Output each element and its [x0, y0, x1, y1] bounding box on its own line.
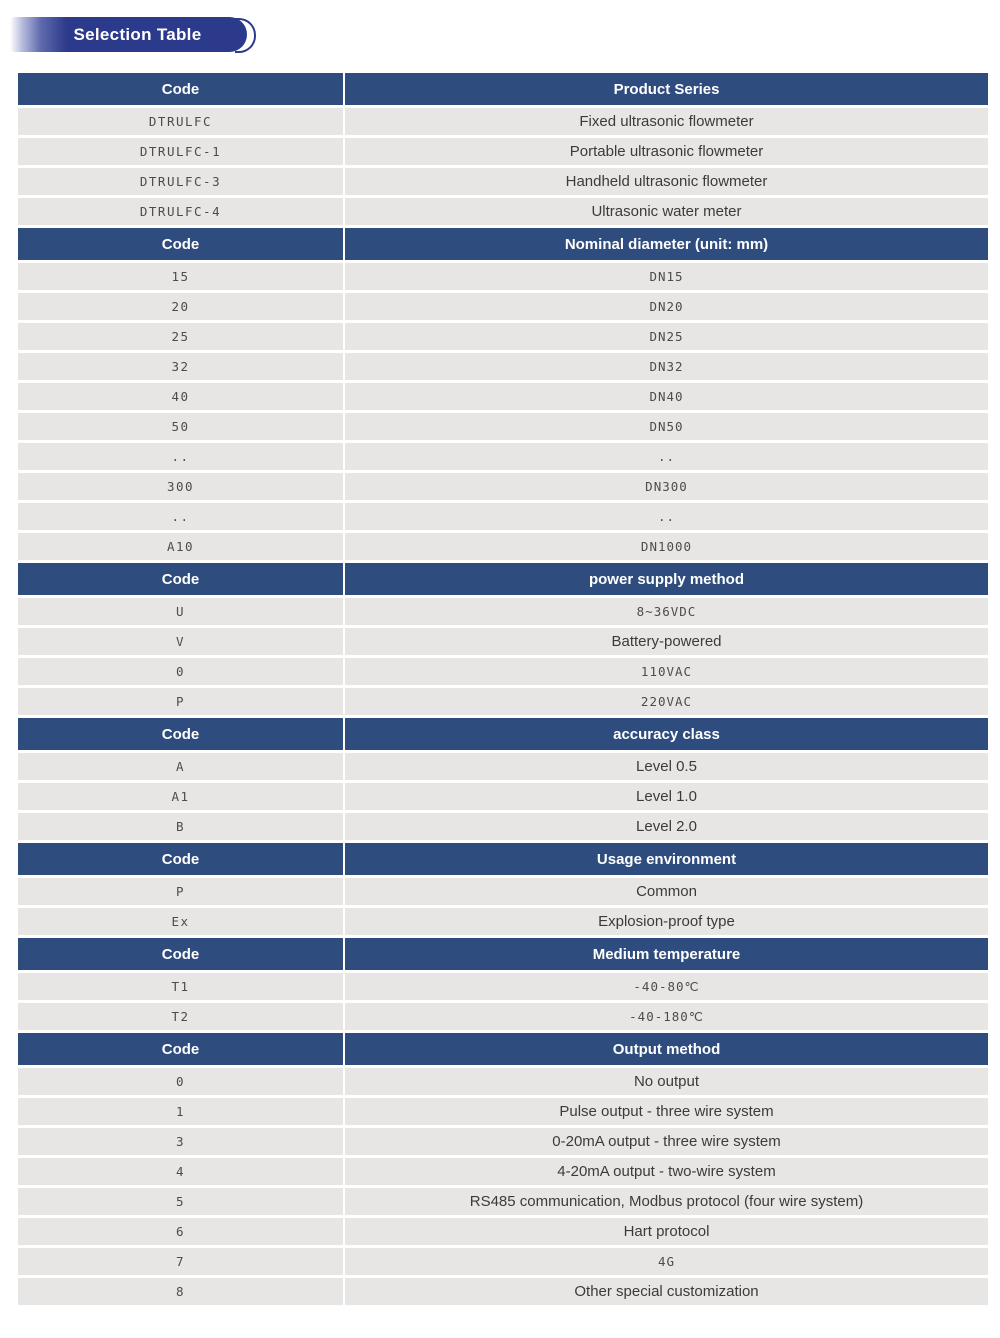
code-cell: P — [18, 878, 343, 905]
value-cell: -40-80℃ — [343, 973, 988, 1000]
column-header-code: Code — [18, 1033, 343, 1065]
code-cell: 20 — [18, 293, 343, 320]
code-cell: .. — [18, 443, 343, 470]
table-row — [18, 323, 988, 350]
value-cell: RS485 communication, Modbus protocol (four wire system) — [343, 1188, 988, 1215]
code-cell: 25 — [18, 323, 343, 350]
value-cell: 0-20mA output - three wire system — [343, 1128, 988, 1155]
value-cell: DN50 — [343, 413, 988, 440]
table-row — [18, 198, 988, 225]
column-header-code: Code — [18, 73, 343, 105]
table-row — [18, 353, 988, 380]
column-header-title: power supply method — [343, 563, 988, 595]
code-cell: B — [18, 813, 343, 840]
table-row — [18, 753, 988, 780]
code-cell: 7 — [18, 1248, 343, 1275]
value-cell: Handheld ultrasonic flowmeter — [343, 168, 988, 195]
code-cell: T2 — [18, 1003, 343, 1030]
table-row — [18, 783, 988, 810]
value-cell: 220VAC — [343, 688, 988, 715]
value-cell: DN20 — [343, 293, 988, 320]
value-cell: Common — [343, 878, 988, 905]
value-cell: Pulse output - three wire system — [343, 1098, 988, 1125]
code-cell: DTRULFC-4 — [18, 198, 343, 225]
code-cell: DTRULFC-3 — [18, 168, 343, 195]
table-row — [18, 1218, 988, 1245]
code-cell: 32 — [18, 353, 343, 380]
value-cell: DN300 — [343, 473, 988, 500]
table-row — [18, 1248, 988, 1275]
column-header-code: Code — [18, 718, 343, 750]
value-cell: Portable ultrasonic flowmeter — [343, 138, 988, 165]
column-header-code: Code — [18, 228, 343, 260]
table-row — [18, 688, 988, 715]
section-header-row — [18, 1033, 988, 1065]
column-header-title: Nominal diameter (unit: mm) — [343, 228, 988, 260]
value-cell: .. — [343, 443, 988, 470]
table-row — [18, 878, 988, 905]
section-header-row — [18, 563, 988, 595]
code-cell: P — [18, 688, 343, 715]
code-cell: V — [18, 628, 343, 655]
table-row — [18, 1128, 988, 1155]
value-cell: DN15 — [343, 263, 988, 290]
value-cell: -40-180℃ — [343, 1003, 988, 1030]
code-cell: DTRULFC — [18, 108, 343, 135]
column-header-code: Code — [18, 563, 343, 595]
table-row — [18, 1278, 988, 1305]
table-row — [18, 973, 988, 1000]
table-row — [18, 138, 988, 165]
table-row — [18, 263, 988, 290]
column-header-title: accuracy class — [343, 718, 988, 750]
column-header-title: Product Series — [343, 73, 988, 105]
table-row — [18, 383, 988, 410]
table-row — [18, 813, 988, 840]
value-cell: Level 2.0 — [343, 813, 988, 840]
code-cell: 300 — [18, 473, 343, 500]
badge-crescent-decoration — [235, 18, 256, 53]
column-header-title: Output method — [343, 1033, 988, 1065]
section-header-row — [18, 73, 988, 105]
table-row — [18, 1003, 988, 1030]
value-cell: DN40 — [343, 383, 988, 410]
section-header-row — [18, 938, 988, 970]
value-cell: .. — [343, 503, 988, 530]
code-cell: 8 — [18, 1278, 343, 1305]
value-cell: DN32 — [343, 353, 988, 380]
code-cell: U — [18, 598, 343, 625]
table-row — [18, 503, 988, 530]
table-row — [18, 628, 988, 655]
table-row — [18, 108, 988, 135]
table-row — [18, 1188, 988, 1215]
code-cell: 40 — [18, 383, 343, 410]
code-cell: 5 — [18, 1188, 343, 1215]
table-row — [18, 293, 988, 320]
table-row — [18, 1158, 988, 1185]
value-cell: Ultrasonic water meter — [343, 198, 988, 225]
code-cell: 3 — [18, 1128, 343, 1155]
value-cell: 4-20mA output - two-wire system — [343, 1158, 988, 1185]
value-cell: Hart protocol — [343, 1218, 988, 1245]
section-header-row — [18, 718, 988, 750]
code-cell: 6 — [18, 1218, 343, 1245]
code-cell: DTRULFC-1 — [18, 138, 343, 165]
value-cell: Other special customization — [343, 1278, 988, 1305]
column-header-title: Usage environment — [343, 843, 988, 875]
table-row — [18, 908, 988, 935]
selection-table — [18, 70, 988, 1308]
code-cell: A10 — [18, 533, 343, 560]
value-cell: Level 0.5 — [343, 753, 988, 780]
section-header-row — [18, 843, 988, 875]
code-cell: 0 — [18, 1068, 343, 1095]
column-header-title: Medium temperature — [343, 938, 988, 970]
table-row — [18, 598, 988, 625]
table-row — [18, 1068, 988, 1095]
value-cell: Fixed ultrasonic flowmeter — [343, 108, 988, 135]
title-badge — [10, 17, 247, 52]
code-cell: T1 — [18, 973, 343, 1000]
table-row — [18, 533, 988, 560]
table-row — [18, 413, 988, 440]
value-cell: 8~36VDC — [343, 598, 988, 625]
code-cell: 0 — [18, 658, 343, 685]
section-header-row — [18, 228, 988, 260]
table-row — [18, 658, 988, 685]
code-cell: 4 — [18, 1158, 343, 1185]
column-header-code: Code — [18, 938, 343, 970]
value-cell: 110VAC — [343, 658, 988, 685]
code-cell: .. — [18, 503, 343, 530]
value-cell: Battery-powered — [343, 628, 988, 655]
table-row — [18, 1098, 988, 1125]
value-cell: DN1000 — [343, 533, 988, 560]
table-row — [18, 443, 988, 470]
code-cell: Ex — [18, 908, 343, 935]
code-cell: 50 — [18, 413, 343, 440]
table-row — [18, 168, 988, 195]
code-cell: A1 — [18, 783, 343, 810]
column-header-code: Code — [18, 843, 343, 875]
code-cell: 1 — [18, 1098, 343, 1125]
value-cell: 4G — [343, 1248, 988, 1275]
page-title: Selection Table — [73, 24, 202, 44]
value-cell: No output — [343, 1068, 988, 1095]
code-cell: 15 — [18, 263, 343, 290]
value-cell: Explosion-proof type — [343, 908, 988, 935]
code-cell: A — [18, 753, 343, 780]
value-cell: DN25 — [343, 323, 988, 350]
table-row — [18, 473, 988, 500]
value-cell: Level 1.0 — [343, 783, 988, 810]
